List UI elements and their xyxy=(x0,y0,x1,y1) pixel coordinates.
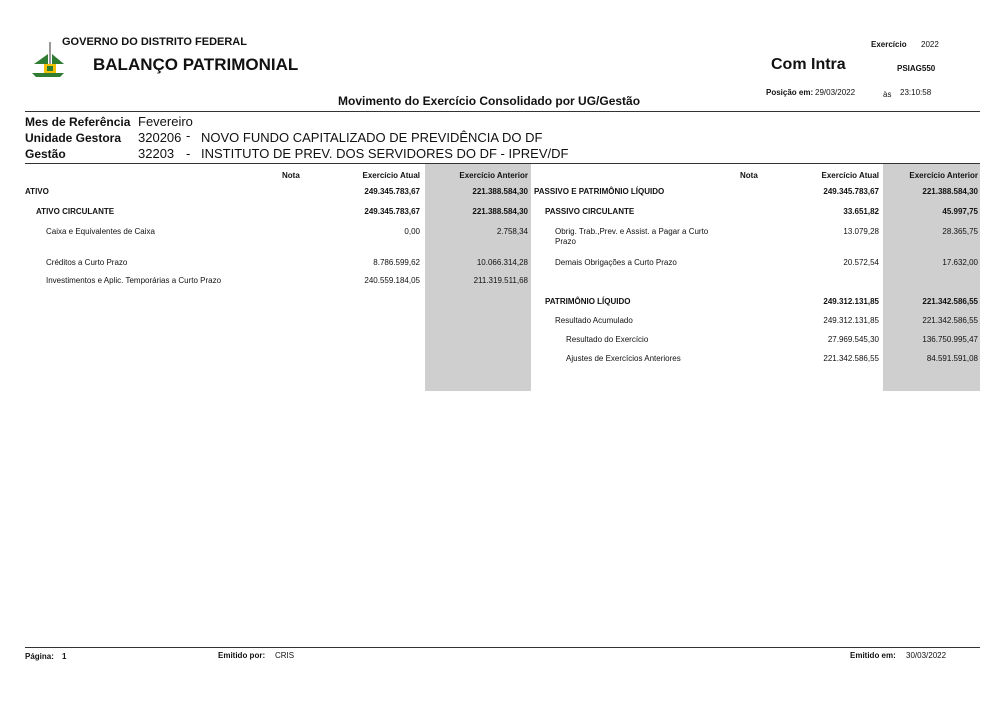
report-code: PSIAG550 xyxy=(897,64,936,73)
header-divider xyxy=(25,111,980,112)
gdf-logo xyxy=(30,40,66,80)
ug-label: Unidade Gestora xyxy=(25,131,122,145)
government-name: GOVERNO DO DISTRITO FEDERAL xyxy=(62,36,247,48)
resultado-exercicio-atual: 27.969.545,30 xyxy=(827,335,879,344)
left-atual-header: Exercício Atual xyxy=(362,171,420,180)
ativo-label: ATIVO xyxy=(25,187,49,196)
exercicio-value: 2022 xyxy=(921,40,939,49)
creditos-label: Créditos a Curto Prazo xyxy=(46,258,128,267)
resultado-exercicio-anterior: 136.750.995,47 xyxy=(922,335,978,344)
gestao-label: Gestão xyxy=(25,147,66,161)
resultado-acumulado-anterior: 221.342.586,55 xyxy=(922,316,978,325)
resultado-acumulado-atual: 249.312.131,85 xyxy=(823,316,879,325)
gestao-separator: - xyxy=(186,146,191,161)
resultado-acumulado-label: Resultado Acumulado xyxy=(555,316,633,325)
ajustes-anterior: 84.591.591,08 xyxy=(926,354,978,363)
pl-atual: 249.312.131,85 xyxy=(823,297,879,306)
ativo-circulante-anterior: 221.388.584,30 xyxy=(472,207,528,216)
pagina-value: 1 xyxy=(62,652,67,661)
caixa-atual: 0,00 xyxy=(404,227,420,236)
posicao-as: às xyxy=(883,90,892,99)
left-nota-header: Nota xyxy=(282,171,300,180)
ajustes-atual: 221.342.586,55 xyxy=(823,354,879,363)
ativo-circulante-label: ATIVO CIRCULANTE xyxy=(36,207,115,216)
demais-atual: 20.572,54 xyxy=(843,258,879,267)
gestao-name: INSTITUTO DE PREV. DOS SERVIDORES DO DF - IPREV/DF xyxy=(201,146,569,161)
right-anterior-header: Exercício Anterior xyxy=(909,171,978,180)
passivo-label: PASSIVO E PATRIMÔNIO LÍQUIDO xyxy=(534,187,665,196)
pl-label: PATRIMÔNIO LÍQUIDO xyxy=(545,297,631,306)
footer-divider xyxy=(25,647,980,648)
ativo-atual: 249.345.783,67 xyxy=(364,187,420,196)
report-title: BALANÇO PATRIMONIAL xyxy=(93,55,299,74)
ug-separator: - xyxy=(186,128,191,143)
passivo-circulante-label: PASSIVO CIRCULANTE xyxy=(545,207,635,216)
mes-label: Mes de Referência xyxy=(25,115,131,129)
mes-value: Fevereiro xyxy=(138,114,193,129)
posicao-label: Posição em: xyxy=(766,88,814,97)
investimentos-atual: 240.559.184,05 xyxy=(364,276,420,285)
ug-code: 320206 xyxy=(138,130,182,145)
com-intra-label: Com Intra xyxy=(771,56,846,73)
obrig-anterior: 28.365,75 xyxy=(942,227,978,236)
obrig-atual: 13.079,28 xyxy=(843,227,879,236)
ativo-circulante-atual: 249.345.783,67 xyxy=(364,207,420,216)
posicao-date: 29/03/2022 xyxy=(815,88,856,97)
demais-label: Demais Obrigações a Curto Prazo xyxy=(555,258,677,267)
ajustes-label: Ajustes de Exercícios Anteriores xyxy=(566,354,681,363)
right-nota-header: Nota xyxy=(740,171,758,180)
ug-name: NOVO FUNDO CAPITALIZADO DE PREVIDÊNCIA DO DF xyxy=(201,130,543,145)
investimentos-label: Investimentos e Aplic. Temporárias a Curto Prazo xyxy=(46,276,222,285)
gestao-code: 32203 xyxy=(138,146,175,161)
left-anterior-header: Exercício Anterior xyxy=(459,171,528,180)
caixa-label: Caixa e Equivalentes de Caixa xyxy=(46,227,155,236)
passivo-circulante-atual: 33.651,82 xyxy=(843,207,879,216)
passivo-circulante-anterior: 45.997,75 xyxy=(942,207,978,216)
caixa-anterior: 2.758,34 xyxy=(496,227,528,236)
report-subtitle: Movimento do Exercício Consolidado por UG/Gestão xyxy=(338,94,641,108)
resultado-exercicio-label: Resultado do Exercício xyxy=(566,335,649,344)
pl-anterior: 221.342.586,55 xyxy=(922,297,978,306)
ativo-anterior: 221.388.584,30 xyxy=(472,187,528,196)
obrig-label-line2: Prazo xyxy=(555,237,576,246)
posicao-time: 23:10:58 xyxy=(900,88,932,97)
investimentos-anterior: 211.319.511,68 xyxy=(473,276,528,285)
exercicio-label: Exercício xyxy=(871,40,907,49)
obrig-label-line1: Obrig. Trab.,Prev. e Assist. a Pagar a Curto xyxy=(555,227,709,236)
pagina-label: Página: xyxy=(25,652,54,661)
passivo-atual: 249.345.783,67 xyxy=(823,187,879,196)
creditos-atual: 8.786.599,62 xyxy=(373,258,420,267)
emitido-em-label: Emitido em: xyxy=(850,651,896,660)
passivo-anterior: 221.388.584,30 xyxy=(922,187,978,196)
demais-anterior: 17.632,00 xyxy=(942,258,978,267)
creditos-anterior: 10.066.314,28 xyxy=(476,258,528,267)
emitido-por-label: Emitido por: xyxy=(218,651,266,660)
right-atual-header: Exercício Atual xyxy=(821,171,879,180)
emitido-em-value: 30/03/2022 xyxy=(906,651,947,660)
emitido-por-value: CRIS xyxy=(275,651,295,660)
